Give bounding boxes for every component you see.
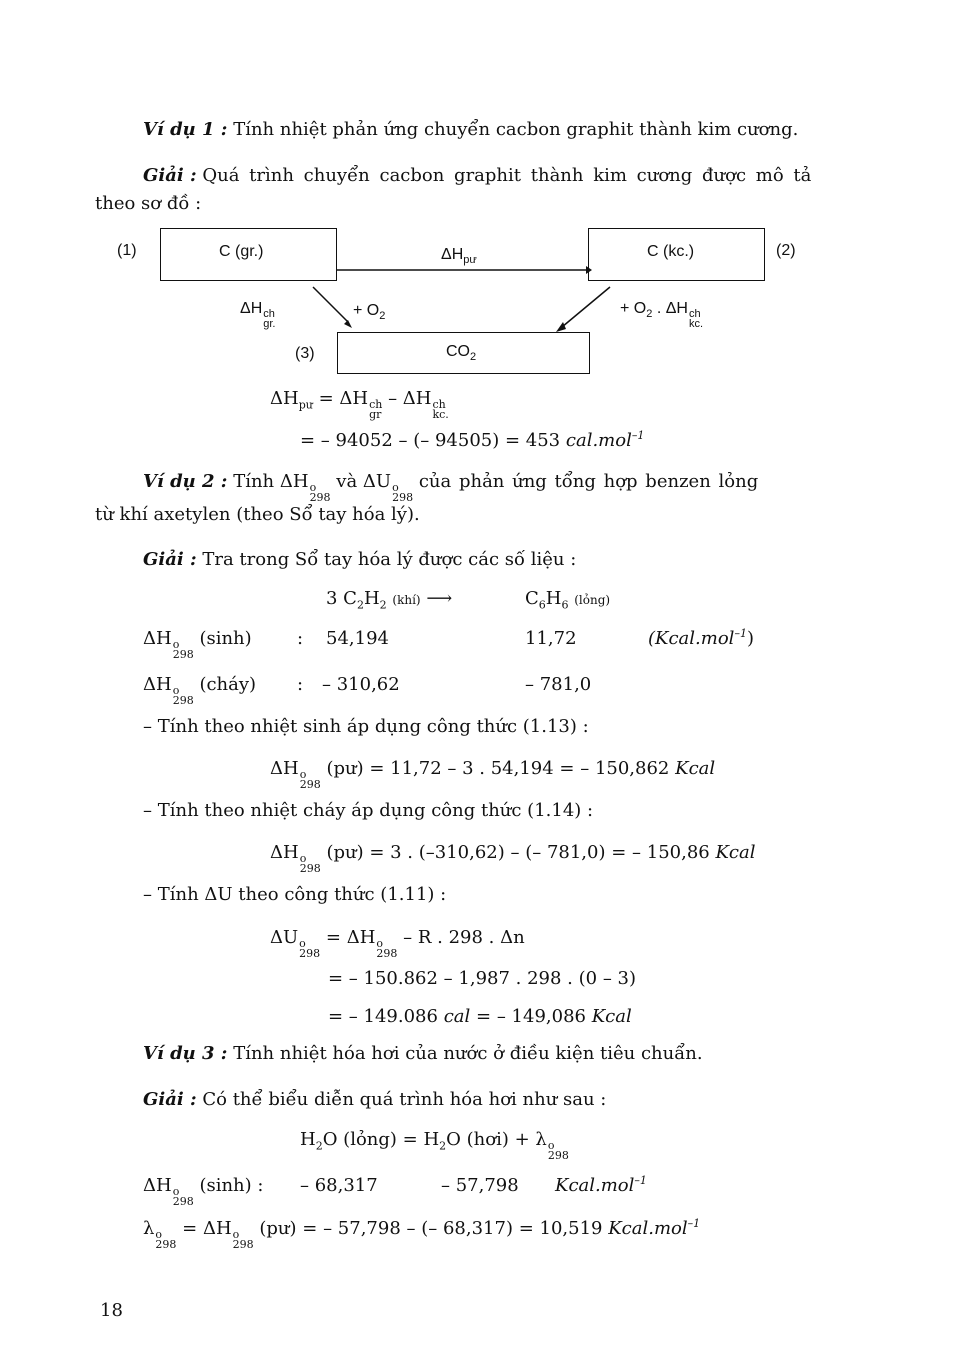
ex1-lhs-sub: pư (298, 398, 313, 412)
ex3-v2: – 57,798 (441, 1175, 519, 1196)
f2-unit: Kcal (715, 842, 756, 863)
product-c: C (525, 588, 539, 609)
row1-unit-text: (Kcal.mol (648, 628, 735, 649)
ex3-label: Ví dụ 3 : (143, 1043, 228, 1064)
product-sub2: 6 (561, 598, 569, 612)
reactant-sub2: 2 (379, 598, 387, 612)
box-graphite-label: C (gr.) (219, 243, 264, 260)
row2-sub: 298 (172, 694, 194, 707)
ex3-sol-text: Có thể biểu diễn quá trình hóa hơi như sau : (202, 1089, 607, 1110)
final-tail: (pư) = – 57,798 – (– 68,317) = 10,519 (259, 1218, 603, 1239)
final-lam-sub: 298 (155, 1238, 177, 1251)
ex2-line2: từ khí axetylen (theo Sổ tay hóa lý). (95, 504, 420, 525)
ex1-solution-line2: theo sơ đồ : (95, 193, 202, 214)
ex3-row-sup: o (172, 1185, 180, 1198)
row1-v2: 11,72 (525, 628, 577, 649)
ex3-row-dh: ΔH (143, 1175, 172, 1196)
right-sub: kc. (688, 318, 704, 330)
ex3-row-label: (sinh) : (199, 1175, 264, 1196)
final-dh-sub: 298 (232, 1238, 254, 1251)
arrow-left (313, 287, 348, 322)
f5-b: = – 149,086 (476, 1006, 586, 1027)
ex3-final (143, 1218, 700, 1250)
ex2-t1: Tính ΔH (233, 471, 309, 492)
f1-dh: ΔH (270, 758, 299, 779)
row1-dh: ΔH (143, 628, 172, 649)
bullet-3: – Tính ΔU theo công thức (1.11) : (143, 884, 447, 905)
formula-5 (328, 1006, 632, 1027)
ex3-equation (300, 1129, 569, 1161)
ex1-sup1: ch (369, 398, 383, 411)
final-dh-sup: o (232, 1228, 240, 1241)
ex3-unit-sup: –1 (634, 1174, 647, 1187)
ex3-unit-text: Kcal.mol (555, 1175, 635, 1196)
ex2-u-sup: o (392, 481, 399, 494)
ex1-sol-text-1: Quá trình chuyển cacbon graphit thành kim cương được mô tả (202, 165, 812, 186)
ex2-solution (143, 549, 576, 570)
final-lam: λ (143, 1218, 155, 1239)
f3-sub2: 298 (376, 947, 398, 960)
eq-h1: H (300, 1129, 316, 1150)
left-sup: ch (263, 308, 275, 320)
ex3-row (143, 1175, 263, 1207)
right-dh: . ΔH (656, 300, 688, 317)
f3-sup2: o (376, 937, 384, 950)
dh-sub: pư (463, 254, 477, 267)
ex1-sub2: kc. (432, 408, 449, 421)
co2-sub: 2 (470, 351, 477, 364)
ex1-sup2: ch (432, 398, 446, 411)
row2-sep: : (297, 674, 304, 695)
final-mid: = ΔH (182, 1218, 232, 1239)
box-co2 (337, 332, 590, 374)
f5-cal: cal (443, 1006, 471, 1027)
reactant-c: 3 C (326, 588, 357, 609)
product-state: (lỏng) (574, 593, 611, 607)
reactant-h: H (363, 588, 380, 609)
ex2-reaction-product (525, 588, 611, 612)
product-sub1: 6 (538, 598, 546, 612)
ex1-unit-sup: –1 (631, 429, 645, 442)
f5-unit: Kcal (591, 1006, 632, 1027)
ex3-sol-label: Giải : (143, 1089, 197, 1110)
final-unit-sup: –1 (687, 1217, 701, 1230)
left-o2-sub: 2 (379, 310, 386, 323)
ex2-u-sub: 298 (392, 491, 414, 504)
ex1-result (300, 430, 644, 451)
row-formation (143, 628, 252, 660)
eq-lam-sup: o (547, 1139, 555, 1152)
row1-sep: : (297, 628, 304, 649)
bullet-2: – Tính theo nhiệt cháy áp dụng công thức (1.14) : (143, 800, 594, 821)
ex1-sub1: gr (369, 408, 382, 421)
row1-label: (sinh) (199, 628, 252, 649)
row1-unit (648, 628, 754, 649)
ex2-t3: của phản ứng tổng hợp benzen lỏng (418, 471, 759, 492)
f3-mid: = ΔH (325, 927, 376, 948)
row1-unit-sup: –1 (734, 627, 747, 640)
final-lam-sup: o (155, 1228, 163, 1241)
left-enthalpy (240, 300, 275, 329)
f3-sub: 298 (299, 947, 321, 960)
row2-sup: o (172, 684, 180, 697)
co2-text: CO (446, 343, 470, 360)
row2-label: (cháy) (199, 674, 257, 695)
product-h: H (545, 588, 562, 609)
ex1-unit: cal.mol (565, 430, 632, 451)
ex2-h-sup: o (309, 481, 317, 494)
right-o2-enthalpy (620, 300, 703, 329)
box-diamond-label: C (kc.) (647, 243, 695, 260)
ex1-minus: – ΔH (388, 388, 432, 409)
arrow-left-head (344, 320, 352, 328)
formula-3 (270, 927, 525, 959)
ex1-result-text: = – 94052 – (– 94505) = 453 (300, 430, 561, 451)
f2-sup: o (299, 852, 307, 865)
row2-dh: ΔH (143, 674, 172, 695)
ex1-text: Tính nhiệt phản ứng chuyển cacbon graphit thành kim cương. (233, 119, 799, 140)
ex1-sol-label: Giải : (143, 165, 197, 186)
final-unit: Kcal.mol (608, 1218, 688, 1239)
ex3-unit (555, 1175, 647, 1196)
dh-pu-label (441, 246, 477, 267)
formula-1 (270, 758, 715, 790)
ex2-t2: và ΔU (336, 471, 392, 492)
reaction-arrow-icon: ⟶ (426, 588, 453, 609)
ex2-reaction-reactant (326, 588, 453, 612)
f2-sub: 298 (299, 862, 321, 875)
f1-unit: Kcal (675, 758, 716, 779)
ex1-lhs: ΔH (270, 388, 299, 409)
diagram-num-1: (1) (117, 242, 137, 259)
eq-b: O (lỏng) = H (322, 1129, 440, 1150)
row1-sub: 298 (172, 648, 194, 661)
eq-sub2: 2 (439, 1139, 447, 1153)
ex3-text: Tính nhiệt hóa hơi của nước ở điều kiện tiêu chuẩn. (233, 1043, 703, 1064)
f2-text: (pư) = 3 . (–310,62) – (– 781,0) = – 150,86 (326, 842, 710, 863)
f3-du: ΔU (270, 927, 299, 948)
diagram-num-3: (3) (295, 345, 315, 362)
dh-symbol: ΔH (441, 246, 464, 263)
ex3-line (143, 1043, 703, 1064)
f2-dh: ΔH (270, 842, 299, 863)
ex1-eq: = ΔH (318, 388, 369, 409)
ex2-line1 (143, 471, 758, 503)
reactant-sub1: 2 (356, 598, 364, 612)
eq-lam-sub: 298 (547, 1149, 569, 1162)
bullet-1: – Tính theo nhiệt sinh áp dụng công thức (1.13) : (143, 716, 589, 737)
right-o2-sub: 2 (646, 308, 653, 321)
left-sub: gr. (263, 318, 276, 330)
f3-sup: o (299, 937, 306, 950)
box-co2-label (446, 343, 477, 364)
right-sup: ch (688, 308, 701, 320)
row-combustion (143, 674, 256, 706)
ex2-sol-label: Giải : (143, 549, 197, 570)
formula-2 (270, 842, 756, 874)
row2-v1: – 310,62 (322, 674, 400, 695)
ex3-row-sub: 298 (172, 1195, 194, 1208)
diagram-num-2: (2) (776, 242, 796, 259)
row1-v1: 54,194 (326, 628, 389, 649)
row1-unit-close: ) (746, 628, 754, 649)
ex1-label: Ví dụ 1 : (143, 119, 228, 140)
ex3-v1: – 68,317 (300, 1175, 378, 1196)
ex3-solution (143, 1089, 606, 1110)
reactant-state: (khí) (392, 593, 421, 607)
f3-tail: – R . 298 . Δn (403, 927, 525, 948)
formula-4: = – 150.862 – 1,987 . 298 . (0 – 3) (328, 968, 637, 989)
ex2-label: Ví dụ 2 : (143, 471, 228, 492)
row2-v2: – 781,0 (525, 674, 592, 695)
f5-a: = – 149.086 (328, 1006, 438, 1027)
f1-sub: 298 (299, 778, 321, 791)
eq-sub1: 2 (315, 1139, 323, 1153)
ex2-h-sub: 298 (309, 491, 331, 504)
left-o2-text: + O (353, 302, 380, 319)
box-graphite (160, 228, 337, 281)
row1-sup: o (172, 638, 180, 651)
ex2-sol-text: Tra trong Sổ tay hóa lý được các số liệu : (202, 549, 577, 570)
f1-text: (pư) = 11,72 – 3 . 54,194 = – 150,862 (326, 758, 670, 779)
left-dh: ΔH (240, 300, 263, 317)
page-number: 18 (100, 1300, 123, 1321)
f1-sup: o (299, 768, 307, 781)
ex1-formula (270, 388, 449, 420)
right-o2-text: + O (620, 300, 647, 317)
left-o2 (353, 302, 386, 323)
eq-c: O (hơi) + λ (446, 1129, 547, 1150)
box-diamond (588, 228, 765, 281)
arrow-right (562, 287, 610, 327)
arrow-right-head (556, 322, 566, 332)
